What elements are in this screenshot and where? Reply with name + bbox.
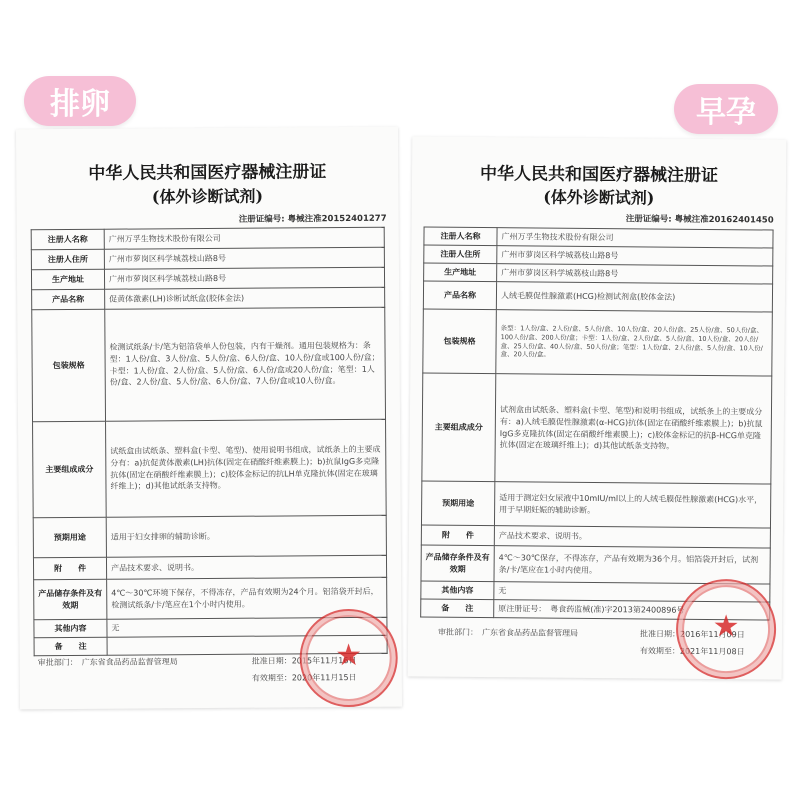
official-seal [299,609,398,708]
row-label: 产品储存条件及有效期 [421,545,494,582]
table-row [33,419,387,517]
row-label: 产品名称 [423,281,496,310]
row-value: 广州市萝岗区科学城荔枝山路8号 [104,247,384,269]
certificate-table [420,226,773,620]
certificate-title: 中华人民共和国医疗器械注册证 [88,162,327,184]
row-value: 人绒毛膜促性腺激素(HCG)检测试剂盒(胶体金法) [496,282,772,312]
row-value: 促黄体激素(LH)诊断试纸盒(胶体金法) [105,287,385,309]
valid-date: 有效期至：2020年11月15日 [251,672,357,683]
row-value: 试纸盒由试纸条、塑料盒(卡型、笔型)、使用说明书组成，试纸条上的主要成分有：a)抗促黄体激素(LH)抗体(固定在硝酸纤维素膜上)；b)抗鼠IgG多克隆抗体(固定在硝酸纤维素膜上)；c)胶体金标记的抗LH单克隆抗体(固定在玻璃纤维上)；d)其他试纸条支持物。 [106,419,387,517]
table-row [31,247,384,269]
row-label: 生产地址 [31,269,104,290]
row-value: 广州万孚生物技术股份有限公司 [497,228,773,248]
table-row [421,481,770,528]
pregnancy-tag-label: 早孕 [696,95,756,130]
row-value: 广州市萝岗区科学城荔枝山路8号 [104,267,384,289]
row-label: 预期用途 [33,517,106,558]
row-value: 条型：1人份/盒、2人份/盒、5人份/盒、10人份/盒、20人份/盒、25人份/盒、50人份/盒、100人份/盒、200人份/盒；卡型：1人份/盒、2人份/盒、5人份/盒、10人份/盒、20人份/盒、25人份/盒、40人份/盒、50人份/盒；笔型：1人份/盒、2人份/盒、5人份/盒、10人份/盒、20人份/盒。 [496,310,773,376]
row-label: 备 注 [421,599,494,618]
row-value: 适用于妇女排卵的辅助诊断。 [106,515,386,557]
row-label: 主要组成成分 [33,421,107,518]
row-value: 广州万孚生物技术股份有限公司 [104,227,384,249]
row-label: 备 注 [34,637,107,656]
row-value: 4℃～30℃环境下保存，不得冻存，产品有效期为24个月。铝箔袋开封后，检测试纸条/卡/笔应在1个小时内使用。 [107,577,387,619]
row-label: 注册人住所 [31,249,104,270]
row-label: 其他内容 [421,581,494,600]
row-value: 无 [494,582,770,602]
pregnancy-tag [674,84,778,134]
approve-date: 批准日期：2016年11月09日 [639,629,745,640]
approve-date: 批准日期：2015年11月16日 [251,655,357,666]
table-row [422,373,772,484]
certificate-subtitle: (体外诊断试剂) [151,186,264,207]
row-value: 适用于测定妇女尿液中10mIU/ml以上的人绒毛膜促性腺激素(HCG)水平，用于早期妊娠的辅助诊断。 [494,482,770,528]
row-label: 其他内容 [34,619,107,638]
row-value: 广州市萝岗区科学城荔枝山路8号 [497,264,773,284]
row-label: 产品名称 [32,289,105,310]
table-row [423,309,773,376]
star-icon: ★ [335,638,363,674]
row-value: 产品技术要求、说明书。 [494,526,770,548]
table-row [32,287,385,309]
ovulation-tag-label: 排卵 [50,87,110,122]
row-label: 包装规格 [423,309,497,374]
table-row [33,555,386,579]
row-label: 产品储存条件及有效期 [34,579,107,620]
table-row [31,227,384,249]
row-label: 包装规格 [32,309,106,422]
row-label: 注册人名称 [424,227,497,246]
row-label: 附 件 [421,525,494,546]
approver: 审批部门： 广东省食品药品监督管理局 [437,627,579,638]
table-row [421,545,770,584]
valid-date: 有效期至：2021年11月08日 [639,646,745,657]
lh-registration-certificate [16,127,402,710]
table-row [32,307,386,421]
hcg-registration-certificate [408,136,787,679]
row-value: 产品技术要求、说明书。 [106,555,386,579]
registration-number: 注册证编号: 粤械注准20152401277 [238,213,387,225]
star-icon: ★ [712,609,740,645]
row-value: 广州市萝岗区科学城荔枝山路8号 [497,246,773,266]
registration-number: 注册证编号: 粤械注准20162401450 [625,214,774,226]
certificate-title: 中华人民共和国医疗器械注册证 [479,163,719,187]
row-label: 预期用途 [421,481,494,526]
table-row [423,281,772,312]
row-value: 试剂盒由试纸条、塑料盒(卡型、笔型)和说明书组成，试纸条上的主要成分有：a)人绒毛膜促性腺激素(α-HCG)抗体(固定在硝酸纤维素膜上)；b)抗鼠IgG多克隆抗体(固定在硝酸纤维素膜上)；c)胶体金标记的抗β-HCG单克隆抗体(固定在玻璃纤维上)；d)其他试纸条支持物。 [495,374,772,484]
row-label: 附 件 [33,557,106,580]
certificate-subtitle: (体外诊断试剂) [543,187,655,208]
official-seal [676,579,777,680]
row-value: 无 [107,617,387,637]
row-value: 原注册证号： 粤食药监械(准)字2013第2400896号 [494,600,770,620]
row-value: 检测试纸条/卡/笔为铝箔袋单人份包装，内有干燥剂。通用包装规格为：条型：1人份/盒、3人份/盒、5人份/盒、6人份/盒、10人份/盒或100人份/盒；卡型：1人份/盒、2人份/盒、5人份/盒、6人份/盒或20人份/盒；笔型：1人份/盒、2人份/盒、5人份/盒、6人份/盒、7人份/盒或10人份/盒。 [105,307,386,421]
approver: 审批部门： 广东省食品药品监督管理局 [37,657,178,668]
ovulation-tag [24,76,136,126]
row-label: 注册人住所 [424,245,497,264]
row-label: 注册人名称 [31,229,104,250]
row-value: 4℃～30℃保存，不得冻存，产品有效期为36个月。铝箔袋开封后，试剂条/卡/笔应在1小时内使用。 [494,546,770,584]
row-label: 主要组成成分 [422,373,496,482]
table-row [31,267,384,289]
row-label: 生产地址 [424,263,497,282]
certificate-table [31,227,388,656]
table-row [33,515,386,557]
